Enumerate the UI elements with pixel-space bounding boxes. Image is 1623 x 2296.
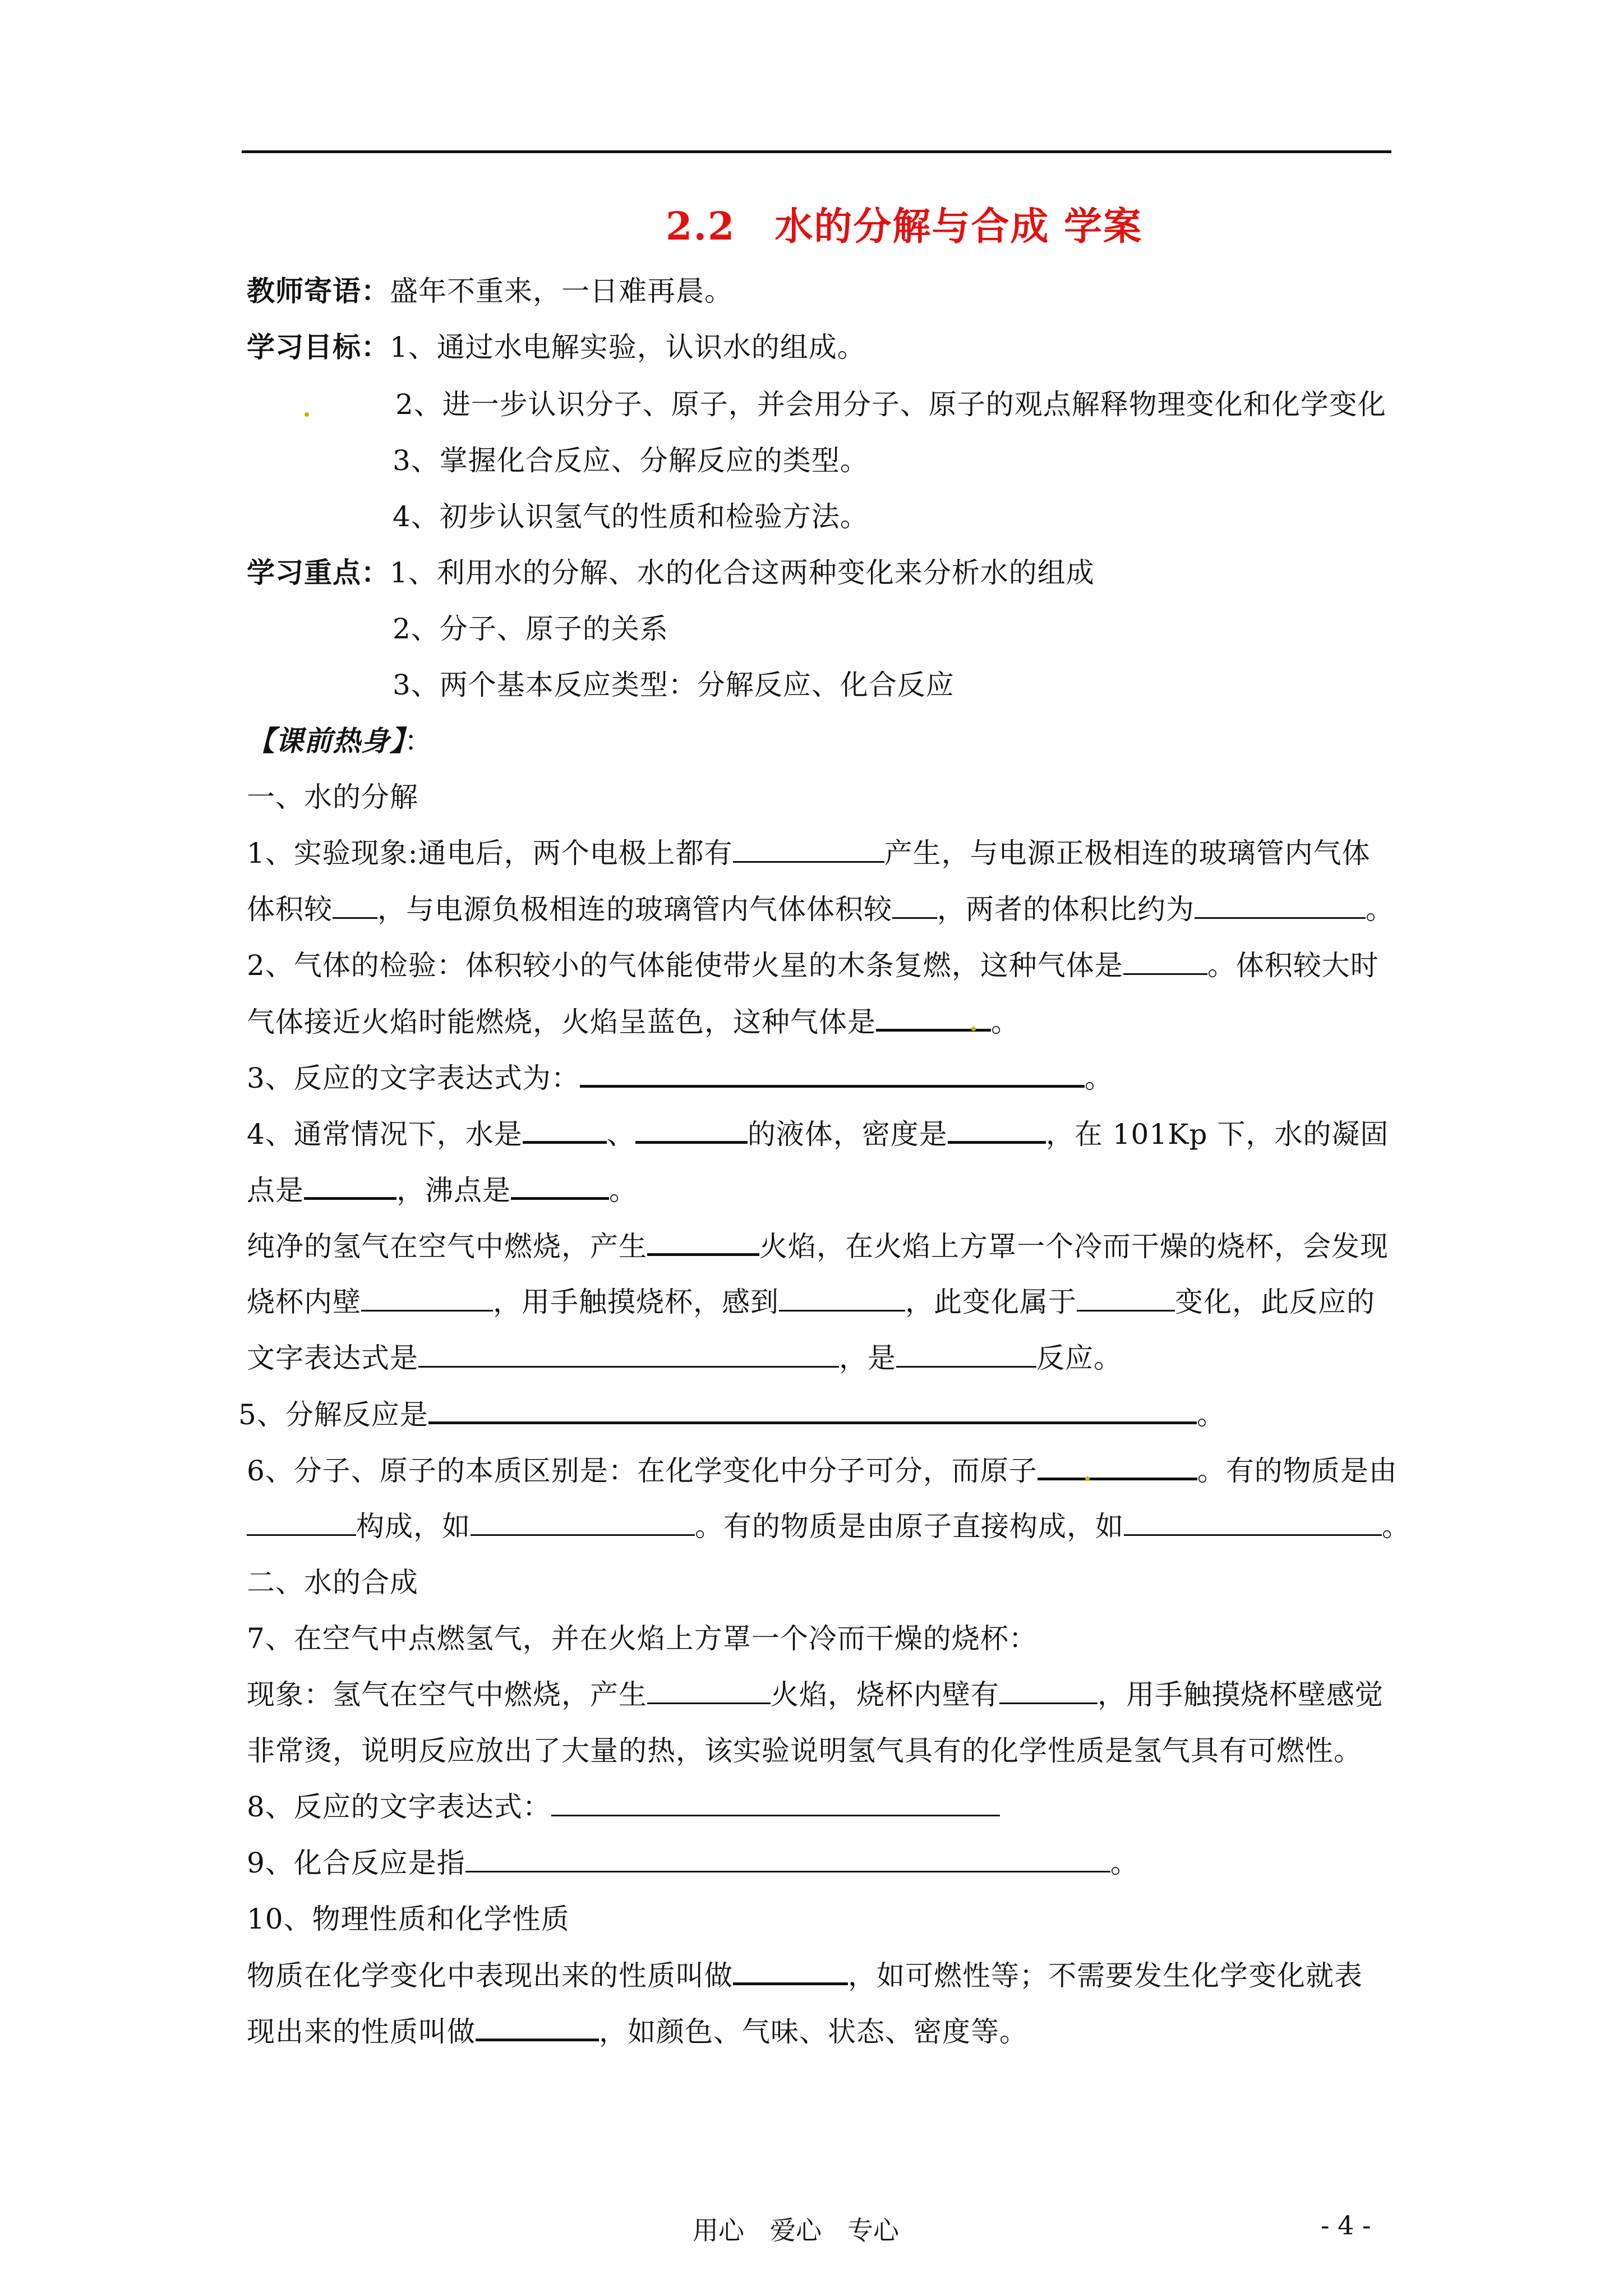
question-6-cont: 构成，如 。有的物质是由原子直接构成，如 。	[247, 1509, 1410, 1544]
blank[interactable]	[1195, 892, 1366, 919]
goal-3: 3、掌握化合反应、分解反应的类型。	[393, 444, 869, 477]
warmup-heading: 【课前热身】：	[247, 724, 433, 757]
blank[interactable]	[1038, 1453, 1197, 1480]
question-6: 6、分子、原子的本质区别是：在化学变化中分子可分，而原子 。有的物质是由	[247, 1453, 1398, 1488]
section-1-heading: 一、水的分解	[247, 781, 418, 813]
question-7: 7、在空气中点燃氢气，并在火焰上方罩一个冷而干燥的烧杯：	[247, 1622, 1038, 1655]
question-9: 9、化合反应是指 。	[247, 1847, 1139, 1879]
blank[interactable]	[948, 1116, 1046, 1144]
question-10-end: 现出来的性质叫做 ，如颜色、气味、状态、密度等。	[247, 2014, 1028, 2049]
blank[interactable]	[647, 1228, 759, 1256]
blank[interactable]	[418, 1341, 839, 1368]
blank[interactable]	[1123, 949, 1207, 975]
blank[interactable]	[733, 836, 884, 863]
question-5: 5、分解反应是 。	[238, 1397, 1225, 1432]
blank[interactable]	[733, 1958, 848, 1985]
footer-motto: 用心 爱心 专心	[693, 2215, 899, 2246]
title-text: 水的分解与合成 学案	[774, 204, 1142, 249]
question-2-cont: 气体接近火焰时能燃烧，火焰呈蓝色，这种气体是 。	[247, 1004, 1020, 1039]
blank[interactable]	[333, 892, 377, 919]
blank[interactable]	[551, 1790, 1000, 1816]
blank[interactable]	[361, 1285, 493, 1312]
goal-1: 学习目标：1、通过水电解实验，认识水的组成。	[247, 330, 866, 364]
teacher-motto: 教师寄语：盛年不重来，一日难再晨。	[247, 274, 733, 307]
blank[interactable]	[999, 1678, 1098, 1704]
blank[interactable]	[580, 1060, 1085, 1088]
question-3: 3、反应的文字表达式为： 。	[247, 1060, 1113, 1096]
question-1: 1、实验现象:通电后，两个电极上都有 产生，与电源正极相连的玻璃管内气体	[247, 837, 1371, 869]
blank[interactable]	[304, 1172, 396, 1200]
goals-label: 学习目标：	[247, 330, 390, 364]
blank[interactable]	[1077, 1285, 1175, 1312]
hydrogen-paragraph-cont: 烧杯内壁 ，用手触摸烧杯，感到 ，此变化属于 变化，此反应的	[247, 1286, 1375, 1318]
speck-mark	[971, 1027, 976, 1031]
question-4: 4、通常情况下，水是 、 的液体，密度是 ，在 101Kp 下，水的凝固	[247, 1116, 1389, 1152]
question-8: 8、反应的文字表达式：	[247, 1789, 1000, 1824]
blank[interactable]	[647, 1678, 771, 1704]
question-2: 2、气体的检验：体积较小的气体能使带火星的木条复燃，这种气体是 。体积较大时	[247, 949, 1379, 982]
blank[interactable]	[511, 1172, 609, 1200]
blank[interactable]	[465, 1846, 1110, 1872]
blank[interactable]	[247, 1510, 356, 1536]
speck-mark	[1085, 1476, 1090, 1481]
section-2-heading: 二、水的合成	[247, 1566, 418, 1599]
keys-label: 学习重点：	[247, 556, 390, 589]
blank[interactable]	[523, 1116, 607, 1144]
page-title	[0, 196, 1623, 251]
goal-4: 4、初步认识氢气的性质和检验方法。	[393, 500, 869, 533]
goal-2: 2、进一步认识分子、原子，并会用分子、原子的观点解释物理变化和化学变化	[395, 388, 1386, 421]
question-10-cont: 物质在化学变化中表现出来的性质叫做 ，如可燃性等；不需要发生化学变化就表	[247, 1958, 1363, 1993]
hydrogen-paragraph: 纯净的氢气在空气中燃烧，产生 火焰，在火焰上方罩一个冷而干燥的烧杯，会发现	[247, 1228, 1389, 1264]
blank[interactable]	[779, 1285, 905, 1312]
question-4-cont: 点是 ，沸点是 。	[247, 1172, 638, 1208]
question-1-cont: 体积较 ，与电源负极相连的玻璃管内气体体积较 ，两者的体积比约为 。	[247, 893, 1394, 926]
blank[interactable]	[635, 1116, 748, 1144]
speck-mark	[305, 412, 309, 417]
question-7-phenomenon: 现象：氢气在空气中燃烧，产生 火焰，烧杯内壁有 ，用手触摸烧杯壁感觉	[247, 1678, 1384, 1711]
blank[interactable]	[471, 1510, 695, 1536]
blank[interactable]	[428, 1397, 1197, 1424]
blank[interactable]	[476, 2014, 599, 2041]
hydrogen-paragraph-end: 文字表达式是 ，是 反应。	[247, 1342, 1122, 1374]
page-number: - 4 -	[1321, 2210, 1371, 2240]
question-7-cont: 非常烫，说明反应放出了大量的热，该实验说明氢气具有的化学性质是氢气具有可燃性。	[247, 1734, 1362, 1767]
blank[interactable]	[892, 892, 937, 919]
title-number: 2.2	[666, 204, 736, 249]
key-2: 2、分子、原子的关系	[393, 613, 668, 645]
header-rule	[242, 150, 1391, 153]
key-3: 3、两个基本反应类型：分解反应、化合反应	[393, 669, 955, 701]
key-1: 学习重点：1、利用水的分解、水的化合这两种变化来分析水的组成	[247, 556, 1095, 589]
blank[interactable]	[896, 1341, 1036, 1368]
blank[interactable]	[1124, 1510, 1382, 1536]
question-10: 10、物理性质和化学性质	[247, 1903, 570, 1935]
